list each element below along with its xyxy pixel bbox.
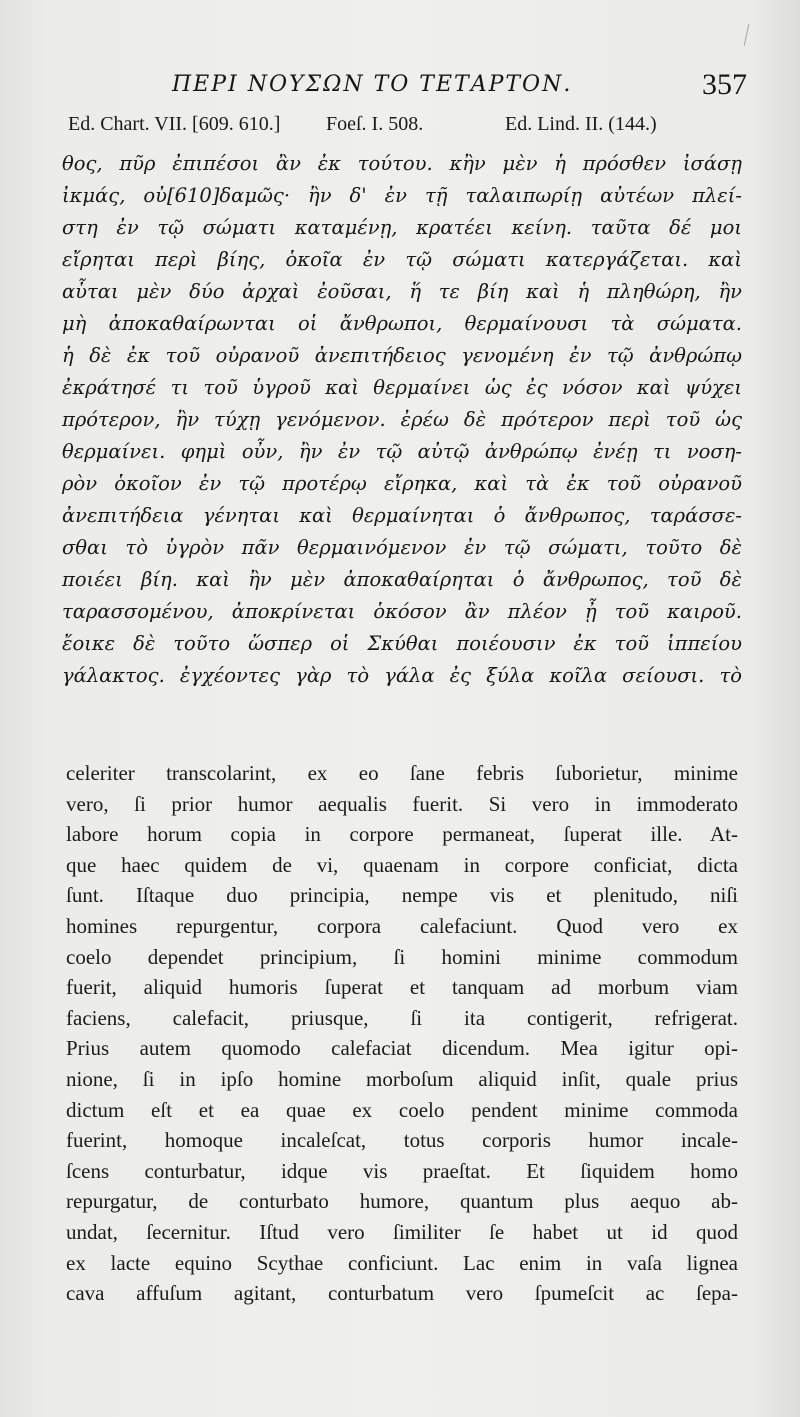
latin-line-3: labore horum copia in corpore permaneat, ſuperat ille. At-: [66, 822, 738, 847]
latin-line-1: celeriter transcolarint, ex eo ſane febris ſuborietur, minime: [66, 761, 738, 785]
latin-line-7: coelo dependet principium, ſi homini minime commodum: [66, 944, 738, 969]
greek-line-17: γάλακτος. ἐγχέοντες γὰρ τὸ γάλα ἐς ξύλα κοῖλα σείουσι. τὸ: [62, 664, 742, 687]
latin-line-17: ex lacte equino Scythae conficiunt. Lac enim in vaſa lignea: [66, 1250, 738, 1275]
greek-line-11: ρὸν ὁκοῖον ἐν τῷ προτέρῳ εἴρηκα, καὶ τὰ ἐκ τοῦ οὐρανοῦ: [62, 472, 742, 495]
greek-line-6: μὴ ἀποκαθαίρωνται οἱ ἄνθρωποι, θερμαίνουσι τὰ σώματα.: [62, 312, 742, 335]
margin-mark: [744, 24, 750, 46]
greek-line-12: ἀνεπιτήδεια γένηται καὶ θερμαίνηται ὁ ἄνθρωπος, ταράσσε-: [62, 504, 742, 527]
greek-text-block: [62, 148, 742, 692]
edition-foes-ref: Foeſ. I. 508.: [326, 113, 424, 135]
edition-references: [68, 113, 738, 145]
running-title: ΠΕΡΙ ΝΟΥΣΩΝ ΤΟ ΤΕΤΑΡΤΟΝ.: [172, 72, 573, 97]
latin-line-13: fuerint, homoque incaleſcat, totus corporis humor incale-: [66, 1128, 738, 1153]
greek-line-8: ἐκράτησέ τι τοῦ ὑγροῦ καὶ θερμαίνει ὡς ἐς νόσον καὶ ψύχει: [62, 376, 742, 399]
page-number: 357: [702, 68, 747, 101]
page-header: [0, 70, 800, 110]
greek-line-10: θερμαίνει. φημὶ οὖν, ἢν ἐν τῷ αὐτῷ ἀνθρώπῳ ἐνέῃ τι νοση-: [62, 440, 742, 463]
greek-line-2: ἰκμάς, οὐ[610]δαμῶς· ἢν δ' ἐν τῇ ταλαιπωρίῃ αὐτέων πλεί-: [62, 184, 742, 207]
greek-line-4: εἴρηται περὶ βίης, ὁκοῖα ἐν τῷ σώματι κατεργάζεται. καὶ: [62, 248, 742, 271]
latin-line-18: cava affuſum agitant, conturbatum vero ſpumeſcit ac ſepa-: [66, 1281, 738, 1306]
greek-line-7: ἡ δὲ ἐκ τοῦ οὐρανοῦ ἀνεπιτήδειος γενομένη ἐν τῷ ἀνθρώπῳ: [62, 344, 742, 367]
greek-line-13: σθαι τὸ ὑγρὸν πᾶν θερμαινόμενον ἐν τῷ σώματι, τοῦτο δὲ: [62, 536, 742, 559]
latin-line-10: Prius autem quomodo calefaciat dicendum. Mea igitur opi-: [66, 1036, 738, 1061]
latin-line-8: fuerit, aliquid humoris ſuperat et tanquam ad morbum viam: [66, 975, 738, 1000]
latin-line-9: faciens, calefacit, priusque, ſi ita contigerit, refrigerat.: [66, 1005, 738, 1030]
latin-line-12: dictum eſt et ea quae ex coelo pendent minime commoda: [66, 1097, 738, 1122]
latin-line-16: undat, ſecernitur. Iſtud vero ſimiliter ſe habet ut id quod: [66, 1219, 738, 1244]
latin-line-11: nione, ſi in ipſo homine morboſum aliquid inſit, quale prius: [66, 1066, 738, 1091]
latin-line-6: homines repurgentur, corpora calefaciunt. Quod vero ex: [66, 913, 738, 938]
latin-line-5: ſunt. Iſtaque duo principia, nempe vis et plenitudo, niſi: [66, 883, 738, 908]
greek-line-9: πρότερον, ἢν τύχῃ γενόμενον. ἐρέω δὲ πρότερον περὶ τοῦ ὡς: [62, 408, 742, 431]
edition-lind-ref: Ed. Lind. II. (144.): [505, 113, 657, 135]
greek-line-5: αὗται μὲν δύο ἀρχαὶ ἐοῦσαι, ἥ τε βίη καὶ ἡ πληθώρη, ἢν: [62, 280, 742, 303]
latin-text-block: [66, 758, 738, 1309]
latin-line-15: repurgatur, de conturbato humore, quantum plus aequo ab-: [66, 1189, 738, 1214]
greek-line-15: ταρασσομένου, ἀποκρίνεται ὁκόσον ἂν πλέον ᾖ τοῦ καιροῦ.: [62, 600, 742, 623]
greek-line-16: ἔοικε δὲ τοῦτο ὥσπερ οἱ Σκύθαι ποιέουσιν ἐκ τοῦ ἱππείου: [62, 632, 742, 655]
greek-line-14: ποιέει βίη. καὶ ἢν μὲν ἀποκαθαίρηται ὁ ἄνθρωπος, τοῦ δὲ: [62, 568, 742, 591]
latin-line-14: ſcens conturbatur, idque vis praeſtat. Et ſiquidem homo: [66, 1158, 738, 1183]
greek-line-1: θος, πῦρ ἐπιπέσοι ἂν ἐκ τούτου. κἢν μὲν ἡ πρόσθεν ἰσάσῃ: [62, 152, 742, 175]
latin-line-4: que haec quidem de vi, quaenam in corpore conficiat, dicta: [66, 852, 738, 877]
latin-line-2: vero, ſi prior humor aequalis fuerit. Si vero in immoderato: [66, 791, 738, 816]
edition-chart-ref: Ed. Chart. VII. [609. 610.]: [68, 113, 281, 135]
greek-line-3: στη ἐν τῷ σώματι καταμένῃ, κρατέει κείνη. ταῦτα δέ μοι: [62, 216, 742, 239]
